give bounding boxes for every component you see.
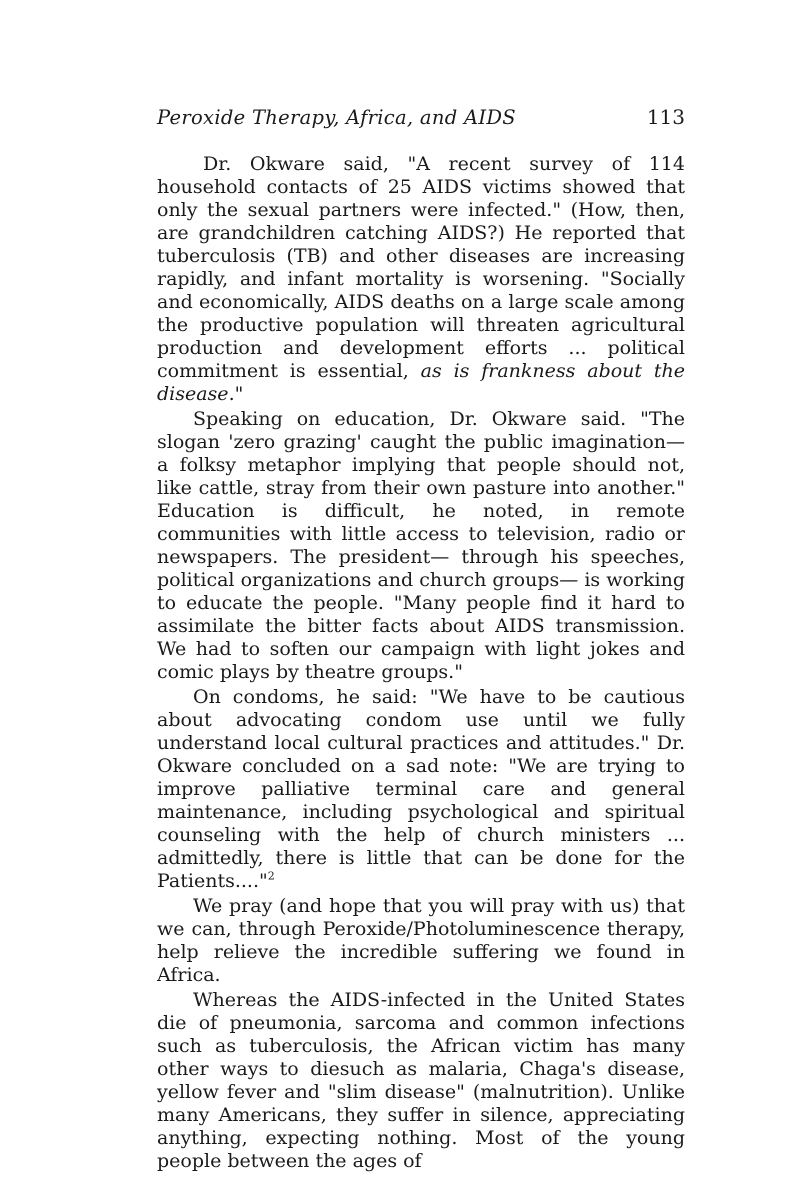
paragraph-education: Speaking on education, Dr. Okware said. "The slogan 'zero grazing' caught the public imagination— a folksy metaphor implying that people should not, like cattle, stray from their own pasture into another." Education is difficult, he noted, in remote communities with little access to television, radio or newspapers. The president— through his speeches, political organizations and church groups— is working to educate the people. "Many people find it hard to assimilate the bitter facts about AIDS transmission. We had to soften our campaign with light jokes and comic plays by theatre groups." bbox=[157, 408, 685, 683]
paragraph-text: On condoms, he said: "We have to be cautious about advocating condom use until we fully understand local cultural practices and attitudes." Dr. Okware concluded on a sad note: "We are trying to improve palliative terminal care and general maintenance, including psychological and spiritual counseling with the help of church ministers ... admittedly, there is little that can be done for the Patients...." bbox=[157, 686, 685, 892]
running-head bbox=[157, 106, 685, 136]
italic-emphasis: as is frankness about the disease bbox=[157, 360, 685, 405]
body-text bbox=[157, 153, 685, 1175]
paragraph-african-victims: Whereas the AIDS-infected in the United States die of pneumonia, sarcoma and common infections such as tuberculosis, the African victim has many other ways to diesuch as malaria, Chaga's disease, yellow fever and "slim disease" (malnutrition). Unlike many Americans, they suffer in silence, appreciating anything, expecting nothing. Most of the young people between the ages of bbox=[157, 989, 685, 1172]
paragraph-text: Dr. Okware said, "A recent survey of 114 household contacts of 25 AIDS victims showed that only the sexual partners were infected." (How, then, are grandchildren catching AIDS?) He reported that tuberculosis (TB) and other diseases are increasing rapidly, and infant mortality is worsening. "Socially and economically, AIDS deaths on a large scale among the productive population will threaten agricultural production and development efforts ... political commitment is essential, bbox=[157, 153, 685, 382]
page-number: 113 bbox=[646, 105, 685, 129]
running-title: Peroxide Therapy, Africa, and AIDS bbox=[157, 106, 516, 129]
paragraph-okware-survey bbox=[157, 153, 685, 406]
paragraph-text-end: ." bbox=[228, 383, 244, 405]
footnote-marker: 2 bbox=[267, 869, 275, 883]
paragraph-prayer: We pray (and hope that you will pray with us) that we can, through Peroxide/Photoluminescence therapy, help relieve the incredible suffering we found in Africa. bbox=[157, 895, 685, 986]
paragraph-condoms bbox=[157, 686, 685, 893]
